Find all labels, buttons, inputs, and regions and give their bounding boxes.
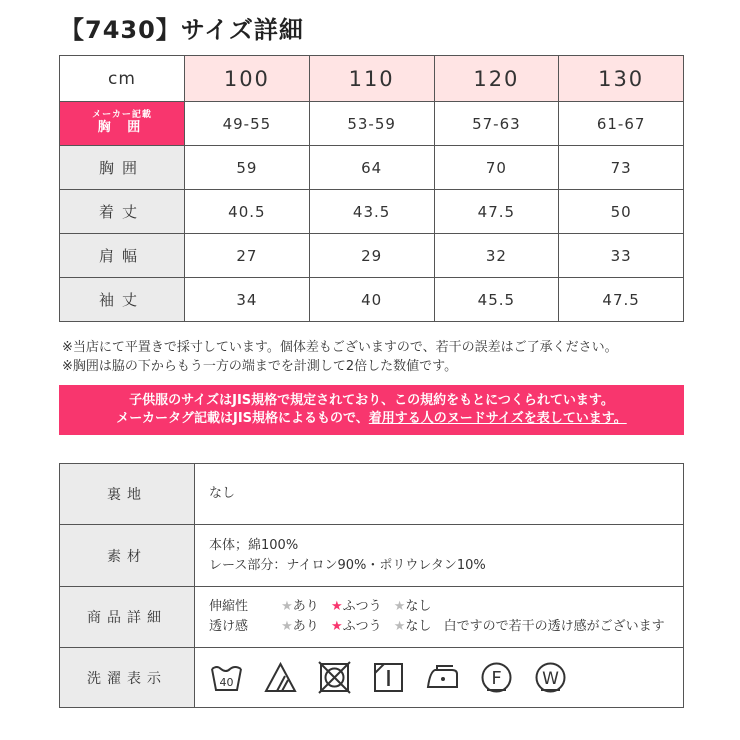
table-cell: 53-59 bbox=[309, 102, 434, 146]
care-label: 洗濯表示 bbox=[60, 648, 195, 708]
unit-label: cm bbox=[60, 56, 185, 102]
table-cell: 50 bbox=[559, 190, 684, 234]
table-cell: 27 bbox=[185, 234, 310, 278]
table-row bbox=[60, 278, 684, 322]
banner-underlined-text: 着用する人のヌードサイズを表しています。 bbox=[368, 411, 627, 426]
svg-text:W: W bbox=[542, 669, 559, 689]
material-label: 素材 bbox=[60, 525, 195, 587]
star-icon: ★ bbox=[393, 619, 406, 634]
sheer-note: 白ですので若干の透け感がございます bbox=[443, 619, 665, 634]
maker-chest-row bbox=[60, 102, 684, 146]
sheer-line: 透け感 ★あり ★ふつう ★なし 白ですので若干の透け感がございます bbox=[209, 619, 665, 634]
wash-40-icon bbox=[209, 660, 244, 695]
svg-text:F: F bbox=[491, 668, 502, 689]
note-line: ※胸囲は脇の下からもう一方の端までを計測して2倍した数値です。 bbox=[62, 359, 458, 374]
note-line: ※当店にて平置きで採寸しています。個体差もございますので、若干の誤差はご了承ください。 bbox=[62, 340, 618, 355]
stretch-line: 伸縮性 ★あり ★ふつう ★なし bbox=[209, 599, 432, 614]
table-cell: 70 bbox=[434, 146, 559, 190]
measurement-notes bbox=[62, 338, 618, 376]
banner-line-1: 子供服のサイズはJIS規格で規定されており、この規約をもとにつくられています。 bbox=[129, 393, 614, 408]
table-cell: 47.5 bbox=[434, 190, 559, 234]
iron-low-icon bbox=[425, 660, 460, 695]
table-row bbox=[60, 464, 684, 525]
table-cell: 40 bbox=[309, 278, 434, 322]
table-cell: 64 bbox=[309, 146, 434, 190]
product-info-table bbox=[59, 463, 684, 708]
table-cell: 57-63 bbox=[434, 102, 559, 146]
wetclean-w-icon bbox=[533, 660, 568, 695]
table-cell: 73 bbox=[559, 146, 684, 190]
table-row bbox=[60, 146, 684, 190]
star-icon: ★ bbox=[330, 619, 343, 634]
row-label-sleeve: 袖丈 bbox=[60, 278, 185, 322]
care-icons bbox=[195, 648, 684, 708]
page-title: 【7430】サイズ詳細 bbox=[60, 16, 304, 44]
size-100: 100 bbox=[185, 56, 310, 102]
table-row bbox=[60, 648, 684, 708]
row-label-length: 着丈 bbox=[60, 190, 185, 234]
banner-line-2: メーカータグ記載はJIS規格によるもので、着用する人のヌードサイズを表しています。 bbox=[116, 411, 627, 426]
table-cell: 32 bbox=[434, 234, 559, 278]
table-cell: 43.5 bbox=[309, 190, 434, 234]
detail-label: 商品詳細 bbox=[60, 587, 195, 648]
detail-value bbox=[195, 587, 684, 648]
size-130: 130 bbox=[559, 56, 684, 102]
size-table bbox=[59, 55, 684, 322]
table-row bbox=[60, 525, 684, 587]
size-110: 110 bbox=[309, 56, 434, 102]
row-label-chest: 胸囲 bbox=[60, 146, 185, 190]
size-120: 120 bbox=[434, 56, 559, 102]
table-row bbox=[60, 234, 684, 278]
bleach-triangle-icon bbox=[263, 660, 298, 695]
material-value: 本体；綿100% レース部分：ナイロン90%・ポリウレタン10% bbox=[195, 525, 684, 587]
maker-chest-label: メーカー記載 胸 囲 bbox=[60, 102, 185, 146]
row-label-shoulder: 肩幅 bbox=[60, 234, 185, 278]
table-cell: 59 bbox=[185, 146, 310, 190]
lining-value: なし bbox=[195, 464, 684, 525]
table-cell: 45.5 bbox=[434, 278, 559, 322]
lining-label: 裏地 bbox=[60, 464, 195, 525]
svg-text:40: 40 bbox=[219, 676, 234, 689]
line-dry-icon bbox=[371, 660, 406, 695]
table-cell: 40.5 bbox=[185, 190, 310, 234]
table-row bbox=[60, 190, 684, 234]
size-header-row bbox=[60, 56, 684, 102]
table-cell: 61-67 bbox=[559, 102, 684, 146]
table-cell: 47.5 bbox=[559, 278, 684, 322]
table-cell: 34 bbox=[185, 278, 310, 322]
table-cell: 29 bbox=[309, 234, 434, 278]
no-tumble-dry-icon bbox=[317, 660, 352, 695]
table-cell: 33 bbox=[559, 234, 684, 278]
star-icon: ★ bbox=[330, 599, 343, 614]
dryclean-f-icon bbox=[479, 660, 514, 695]
star-icon: ★ bbox=[393, 599, 406, 614]
table-row bbox=[60, 587, 684, 648]
table-cell: 49-55 bbox=[185, 102, 310, 146]
jis-banner bbox=[59, 385, 684, 435]
star-icon: ★ bbox=[281, 599, 293, 614]
star-icon: ★ bbox=[281, 619, 293, 634]
